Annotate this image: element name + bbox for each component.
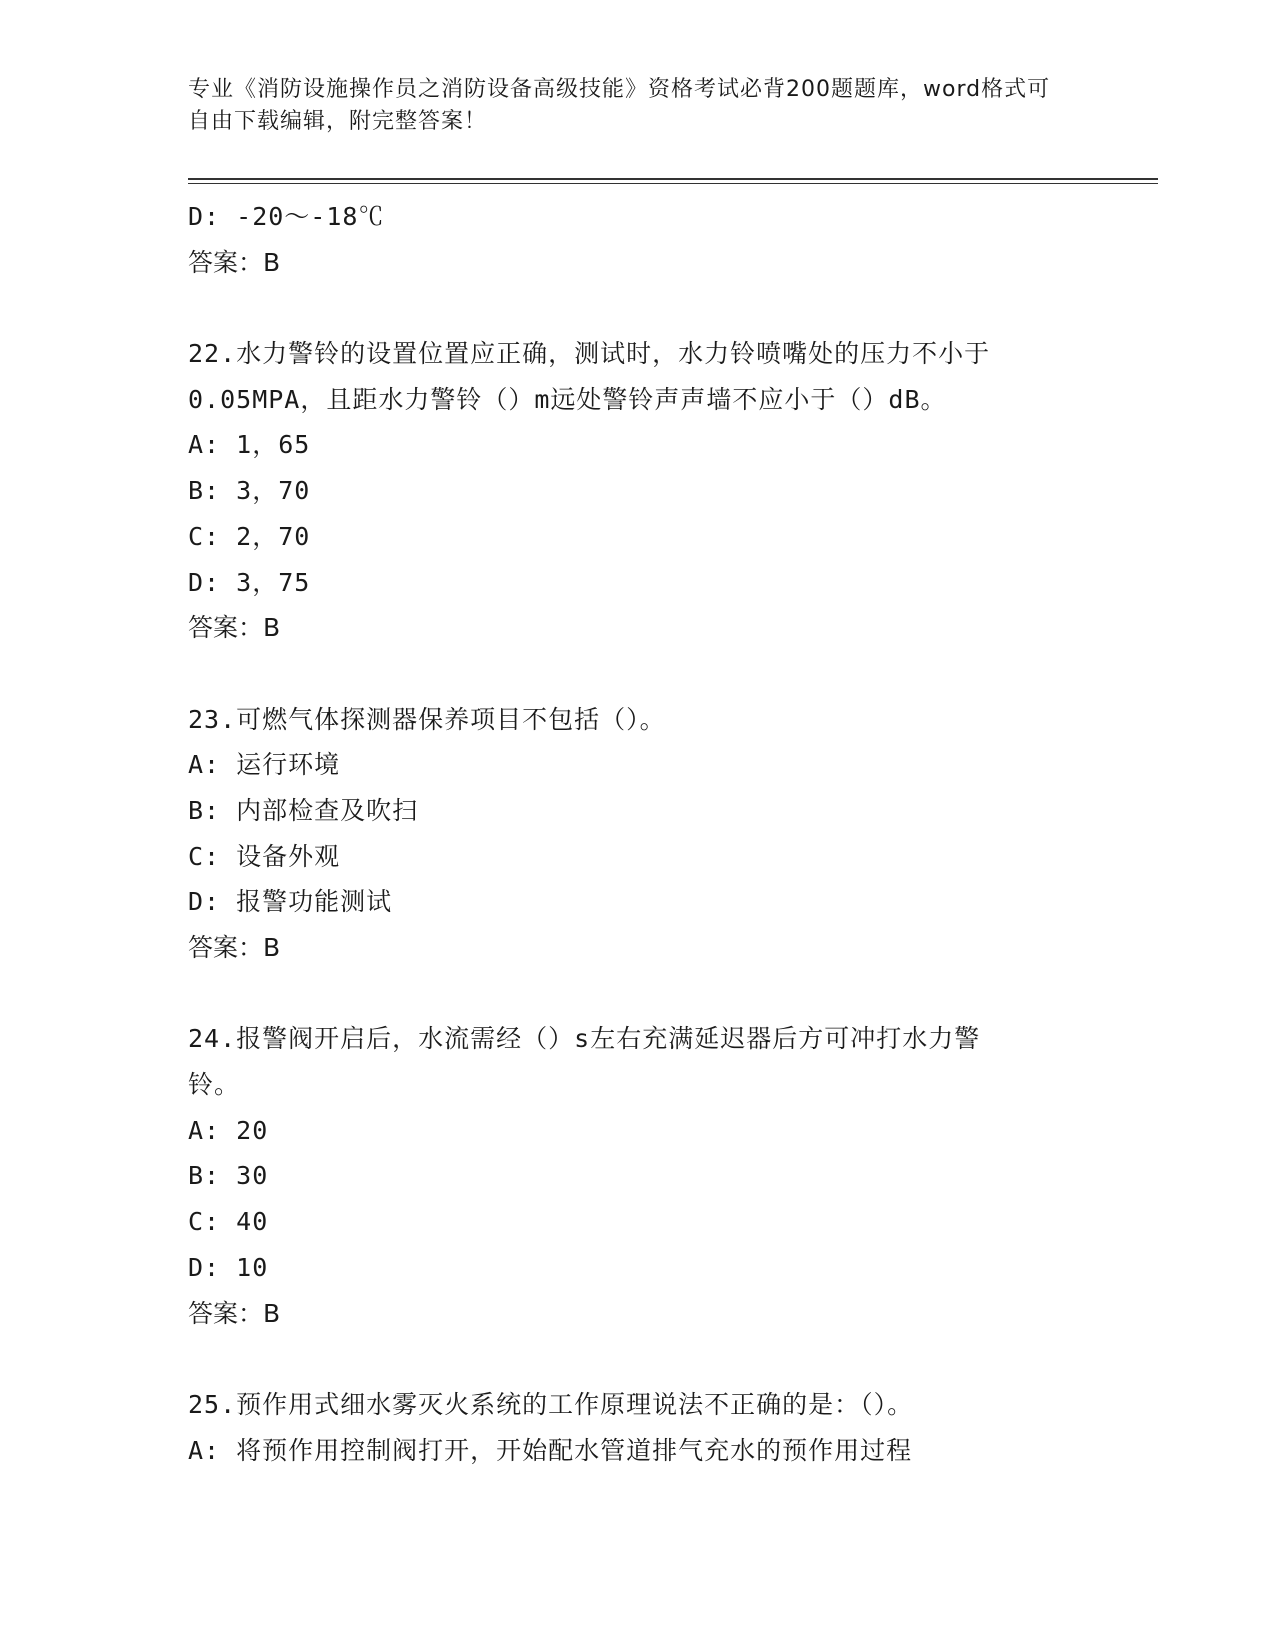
option-c: C: 40 <box>188 1207 269 1237</box>
question-25 <box>188 1382 1078 1473</box>
question-stem: 25.预作用式细水雾灭火系统的工作原理说法不正确的是：（）。 <box>188 1389 914 1419</box>
document-header: 专业《消防设施操作员之消防设备高级技能》资格考试必背200题题库，word格式可自由下载编辑，附完整答案！ <box>188 77 1051 134</box>
question-stem: 铃。 <box>188 1070 241 1100</box>
option-d: D: 3，75 <box>188 567 311 597</box>
header-divider-thin <box>188 183 1158 184</box>
option-a: A: 将预作用控制阀打开，开始配水管道排气充水的预作用过程 <box>188 1435 913 1465</box>
option-c: C: 设备外观 <box>188 841 341 871</box>
question-stem: 0.05MPA，且距水力警铃（）m远处警铃声声墙不应小于（）dB。 <box>188 384 947 414</box>
answer-line: 答案：B <box>188 1298 281 1328</box>
option-a: A: 运行环境 <box>188 750 341 780</box>
question-23 <box>188 697 1078 971</box>
header-divider-thick <box>188 178 1158 180</box>
answer-line: 答案：B <box>188 933 281 962</box>
option-a: A: 20 <box>188 1115 269 1145</box>
option-d: D: 报警功能测试 <box>188 887 393 917</box>
option-d: D: 10 <box>188 1252 269 1282</box>
option-d: D: -20～-18℃ <box>188 202 385 231</box>
question-stem: 24.报警阀开启后，水流需经（）s左右充满延迟器后方可冲打水力警 <box>188 1024 981 1054</box>
option-c: C: 2，70 <box>188 521 311 551</box>
option-b: B: 3，70 <box>188 476 311 506</box>
prev-question-block <box>188 194 1078 285</box>
question-stem: 22.水力警铃的设置位置应正确，测试时，水力铃喷嘴处的压力不小于 <box>188 339 991 369</box>
answer-line: 答案：B <box>188 613 281 643</box>
question-stem: 23.可燃气体探测器保养项目不包括（）。 <box>188 704 666 734</box>
option-b: B: 内部检查及吹扫 <box>188 795 419 825</box>
question-24 <box>188 1016 1078 1336</box>
answer-line: 答案：B <box>188 247 281 277</box>
question-list <box>188 194 1078 1473</box>
question-22 <box>188 331 1078 651</box>
option-a: A: 1，65 <box>188 430 311 460</box>
option-b: B: 30 <box>188 1161 269 1191</box>
